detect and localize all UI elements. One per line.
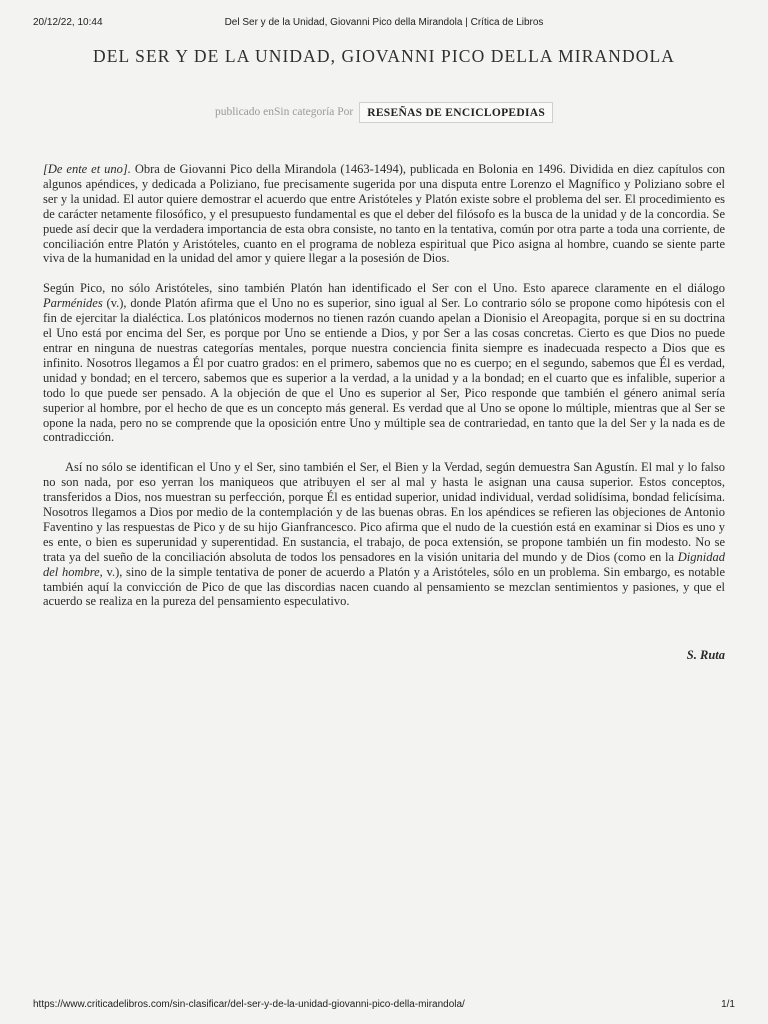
paragraph-text: v.), sino de la simple tentativa de poner de acuerdo a Platón y a Aristóteles, sólo en un problema. Sin embargo, es notable también aquí la convicción de Pico de que las discordias nacen cuando al pensamiento se mezclan sentimientos y pasiones, y que el acuerdo se realiza en la pureza del pensamiento especulativo. bbox=[43, 564, 725, 609]
paragraph-text: (v.), donde Platón afirma que el Uno no es superior, sino igual al Ser. Lo contrario sólo se propone como hipótesis con el fin de ejercitar la dialéctica. Los platónicos modernos no tienen razón cuando apelan a Dionisio el Areopagita, porque si en su doctrina el Uno está por encima del Ser, es porque por Uno se entiende a Dios, y por Ser a las cosas concretas. Cierto es que Dios no puede entrar en ninguna de nuestras categorías mentales, porque nuestra conciencia finita siempre es inadecuada respecto a Dios que es infinito. Nosotros llegamos a Él por cuatro grados: en el primero, sabemos que no es cuerpo; en el segundo, sabemos que Él es verdad, unidad y bondad; en el tercero, sabemos que es superior a la verdad, a la unidad y a la bondad; en el cuarto que es infalible, superior a todo lo que puede ser pensado. A la objeción de que el Uno es superior al Ser, Pico responde que también el género animal sería superior al hombre, por el hecho de que es un concepto más general. Es verdad que al Uno se opone lo múltiple, mientras que al Ser se opone la nada, pero no se comprende que la oposición entre Uno y múltiple sea de contrariedad, en tanto que la del Ser y la nada es de contradicción. bbox=[43, 296, 725, 445]
paragraph-text: Obra de Giovanni Pico della Mirandola (1463-1494), publicada en Bolonia en 1496. Dividida en diez capítulos con algunos apéndices, y dedicada a Poliziano, fue precisamente sugerida por una disputa entre Lorenzo el Magnífico y Poliziano sobre el ser y la unidad. El autor quiere demostrar el acuerdo que entre Aristóteles y Platón existe sobre el problema del ser. El procedimiento es de carácter netamente filosófico, y el presupuesto fundamental es que el deber del filósofo es la busca de la unidad y de la concordia. Se puede así decir que la verdadera importancia de esta obra consiste, no tanto en la tentativa, común por otra parte a toda una corriente, de conciliación entre Platón y Aristóteles, cuanto en el programa de nobleza espiritual que Pico asigna al hombre, cuando se siente parte viva de la humanidad en la unidad del amor y quiere llegar a la posesión de Dios. bbox=[43, 162, 725, 266]
work-title-italic: [De ente et uno]. bbox=[43, 162, 131, 176]
article-signature: S. Ruta bbox=[686, 648, 725, 662]
print-page-number: 1/1 bbox=[721, 999, 735, 1010]
article-title: DEL SER Y DE LA UNIDAD, GIOVANNI PICO DELLA MIRANDOLA bbox=[93, 46, 675, 66]
meta-published-text: publicado enSin categoría Por bbox=[214, 106, 354, 118]
article-meta bbox=[0, 99, 768, 125]
work-reference-italic: Parménides bbox=[43, 296, 103, 311]
print-footer bbox=[33, 999, 735, 1013]
paragraph-text: Según Pico, no sólo Aristóteles, sino también Platón han identificado el Ser con el Uno. Esto aparece claramente en el diálogo bbox=[43, 281, 725, 296]
print-url: https://www.criticadelibros.com/sin-clasificar/del-ser-y-de-la-unidad-giovanni-pico-della-mirandola/ bbox=[33, 999, 465, 1010]
print-header bbox=[33, 17, 735, 31]
paragraph-text: Así no sólo se identifican el Uno y el Ser, sino también el Ser, el Bien y la Verdad, según demuestra San Agustín. El mal y lo falso no son nada, por eso yerran los maniqueos que atribuyen el ser al mal y hasta le asignan una causa superior. Estos conceptos, transferidos a Dios, nos muestran su perfección, porque Él es entidad superior, unidad individual, verdad solidísima, bondad felicísima. Nosotros llegamos a Dios por medio de la contemplación y de las buenas obras. En los apéndices se refieren las objeciones de Antonio Faventino y las respuestas de Pico y de su hijo Gianfrancesco. Pico afirma que el nudo de la cuestión está en examinar si Dios es uno y es ente, o bien es superunidad y superentidad. En sustancia, el trabajo, de poca extensión, se propone también un fin modesto. No se trata ya del sueño de la conciliación absoluta de todos los pensadores en la visión unitaria del mundo y de Dios (como en la bbox=[43, 460, 725, 564]
author-link[interactable]: RESEÑAS DE ENCICLOPEDIAS bbox=[359, 102, 553, 123]
print-datetime: 20/12/22, 10:44 bbox=[33, 17, 103, 28]
article-body bbox=[43, 162, 725, 624]
work-reference-italic: Dignidad del hombre, bbox=[43, 549, 725, 579]
paragraph-3 bbox=[43, 460, 725, 609]
paragraph-1 bbox=[43, 162, 725, 266]
print-page-title: Del Ser y de la Unidad, Giovanni Pico della Mirandola | Crítica de Libros bbox=[224, 17, 544, 28]
paragraph-2 bbox=[43, 281, 725, 445]
